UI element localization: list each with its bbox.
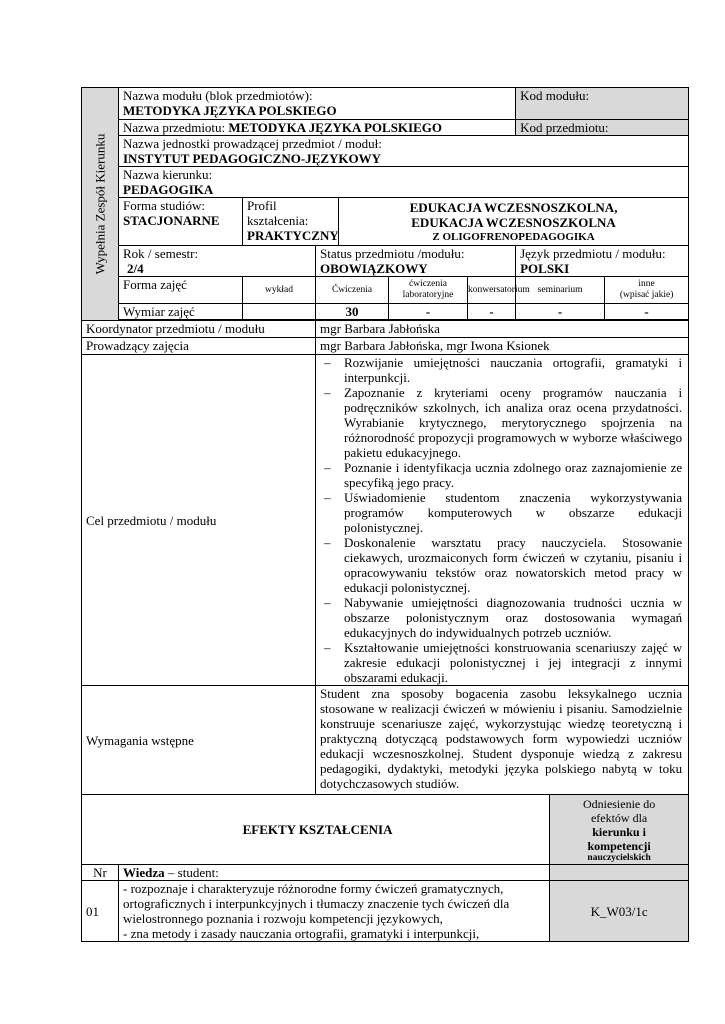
goals-label-cell: [82, 355, 316, 686]
goal-item: – Uświadomienie studentom znaczenia wykorzystywania programów komputerowych w obszarze edukacji polonistycznej.: [320, 490, 682, 535]
module-label: Nazwa modułu (blok przedmiotów):: [123, 88, 313, 103]
study-form-label: Forma studiów:: [123, 198, 205, 213]
type-other: [605, 277, 689, 304]
type-other-line-1: inne: [638, 279, 655, 289]
hours-other: -: [605, 304, 689, 320]
type-lab: [389, 277, 468, 304]
profile-value: PRAKTYCZNY: [247, 228, 339, 243]
goal-item: – Rozwijanie umiejętności nauczania ortografii, gramatyki i interpunkcji.: [320, 355, 682, 385]
teachers-value: mgr Barbara Jabłońska, mgr Iwona Ksionek: [320, 338, 550, 353]
year-label: Rok / semestr:: [123, 246, 199, 261]
subject-code-label: Kod przedmiotu:: [520, 120, 609, 135]
status-value: OBOWIĄZKOWY: [320, 261, 428, 276]
type-lecture-text: wykład: [265, 284, 293, 295]
language-label: Język przedmiotu / modułu:: [520, 246, 666, 261]
profile-label: Profil kształcenia:: [247, 198, 309, 228]
hours-label: Wymiar zajęć: [123, 304, 195, 319]
goal-item: – Kształtowanie umiejętności konstruowania scenariuszy zajęć w zakresie edukacji polonistycznej i jej integracji z innymi obszarami edukacji.: [320, 640, 682, 685]
knowledge-label: Wiedza: [123, 865, 165, 880]
specialty-cell: [339, 198, 689, 246]
study-form-value: STACJONARNE: [123, 213, 220, 228]
type-lab-line-2: laboratoryjne: [402, 290, 454, 300]
goals-label: Cel przedmiotu / modułu: [86, 512, 217, 528]
knowledge-suffix: – student:: [164, 865, 219, 880]
hours-seminar: -: [516, 304, 605, 320]
requirements-text: Student zna sposoby bogacenia zasobu leksykalnego ucznia stosowane w realizacji ćwiczeń w mówieniu i pisaniu. Samodzielnie konstruuje scenariusze zajęć, wykorzystując wiedzę teoretyczną i praktyczną dotyczącą podstawowych form wypowiedzi uczniów edukacji wczesnoszkolnej. Student dysponuje wiedzą z zakresu pedagogiki, dydaktyki, metodyki języka polskiego nabytą w toku dotychczasowych studiów.: [320, 686, 683, 791]
knowledge-header: [119, 865, 550, 881]
effects-title-cell: [82, 795, 550, 865]
type-conversation: [468, 277, 530, 304]
hours-exercises: 30: [316, 304, 389, 320]
year-cell: [119, 246, 316, 277]
requirements-label: Wymagania wstępne: [86, 732, 194, 748]
profile-cell: [243, 198, 339, 246]
goal-item: – Zapoznanie z kryteriami oceny programów nauczania i podręczników szkolnych, ich analiza oraz ocena przydatności. Wyrabianie krytycznego, merytorycznego spojrzenia na różnorodność propozycji programowych w wyborze właściwego pakietu edukacyjnego.: [320, 385, 682, 460]
type-exercises-text: Ćwiczenia: [331, 284, 373, 295]
nr-header: [82, 865, 119, 881]
coordinator-label: Koordynator przedmiotu / modułu: [86, 321, 265, 336]
hours-label-cell: [119, 304, 243, 320]
field-cell: [119, 167, 689, 198]
ref-header-line-3: kierunku i: [592, 825, 646, 839]
type-lab-line-1: ćwiczenia: [409, 279, 447, 289]
module-code-cell: [516, 88, 689, 120]
requirements-value-cell: [316, 686, 689, 795]
module-code-label: Kod modułu:: [520, 88, 590, 103]
table-row: [82, 881, 689, 942]
ref-header-line-1: Odniesienie do: [582, 797, 656, 811]
goal-item: – Doskonalenie warsztatu pracy nauczyciela. Stosowanie ciekawych, urozmaiconych form ćwiczeń w czytaniu, pisaniu i opracowywaniu tekstów oraz nowatorskich metod pracy w edukacji polonistycznej.: [320, 535, 682, 595]
effects-title: EFEKTY KSZTAŁCENIA: [242, 822, 393, 837]
goal-item: – Nabywanie umiejętności diagnozowania trudności ucznia w obszarze polonistycznym oraz dostosowania wymagań edukacyjnych do indywidualnych potrzeb uczniów.: [320, 595, 682, 640]
goals-value-cell: [316, 355, 689, 686]
knowledge-ref-empty: [550, 865, 689, 881]
hours-lab: -: [389, 304, 468, 320]
class-form-label-cell: [119, 277, 243, 304]
unit-cell: [119, 136, 689, 167]
subject-name-cell: [119, 120, 516, 136]
language-cell: [516, 246, 689, 277]
field-label: Nazwa kierunku:: [123, 167, 213, 182]
language-value: POLSKI: [520, 261, 570, 276]
coordinator-label-cell: [82, 321, 316, 338]
class-form-label: Forma zajęć: [123, 277, 187, 292]
effects-reference-header: [550, 795, 689, 865]
syllabus-page: [81, 87, 688, 942]
status-cell: [316, 246, 516, 277]
nr-header-text: Nr: [93, 865, 107, 880]
coordinator-value-cell: [316, 321, 689, 338]
type-seminar-text: seminarium: [537, 284, 583, 295]
unit-label: Nazwa jednostki prowadzącej przedmiot / moduł:: [123, 136, 382, 151]
effect-nr: 01: [82, 881, 119, 942]
effect-line-2: - zna metody i zasady nauczania ortografii, gramatyki i interpunkcji,: [123, 926, 480, 941]
unit-value: INSTYTUT PEDAGOGICZNO-JĘZYKOWY: [123, 151, 381, 166]
ref-header-line-5: nauczycielskich: [587, 853, 651, 863]
hours-conversation: -: [468, 304, 516, 320]
teachers-label-cell: [82, 338, 316, 355]
effect-reference: K_W03/1c: [550, 881, 689, 942]
goals-list: [320, 355, 688, 685]
specialty-line-3: Z OLIGOFRENOPEDAGOGIKA: [432, 231, 595, 243]
specialty-line-2: EDUKACJA WCZESNOSZKOLNA: [411, 215, 616, 230]
module-name-cell: [119, 88, 516, 120]
field-value: PEDAGOGIKA: [123, 182, 214, 197]
effect-description: [119, 881, 550, 942]
year-value: 2/4: [127, 261, 144, 276]
status-label: Status przedmiotu /modułu:: [320, 246, 465, 261]
requirements-label-cell: [82, 686, 316, 795]
module-value: METODYKA JĘZYKA POLSKIEGO: [123, 103, 337, 118]
subject-code-cell: [516, 120, 689, 136]
coordinator-value: mgr Barbara Jabłońska: [320, 321, 440, 336]
hours-lecture: [243, 304, 316, 320]
ref-header-line-2: efektów dla: [590, 811, 648, 825]
ref-header-line-4: kompetencji: [587, 839, 651, 853]
type-exercises: [316, 277, 389, 304]
specialty-line-1: EDUKACJA WCZESNOSZKOLNA,: [409, 200, 618, 215]
teachers-value-cell: [316, 338, 689, 355]
vertical-team-label: Wypełnia Zespół Kierunku: [92, 133, 108, 275]
teachers-label: Prowadzący zajęcia: [86, 338, 189, 353]
fill-by-team-label-cell: [82, 88, 119, 321]
type-conversation-text: konwersatorium: [468, 284, 530, 295]
type-other-line-2: (wpisać jakie): [619, 290, 674, 300]
type-lecture: [243, 277, 316, 304]
subject-label: Nazwa przedmiotu:: [123, 120, 226, 135]
syllabus-table: [81, 87, 689, 942]
effect-line-1: - rozpoznaje i charakteryzuje różnorodne formy ćwiczeń gramatycznych, ortograficznych i interpunkcyjnych i tłumaczy znaczenie tych ćwiczeń dla wielostronnego poznania i rozwoju kompetencji językowych,: [123, 881, 510, 926]
study-form-cell: [119, 198, 243, 246]
goal-item: – Poznanie i identyfikacja ucznia zdolnego oraz zaznajomienie ze specyfiką jego pracy.: [320, 460, 682, 490]
subject-value: METODYKA JĘZYKA POLSKIEGO: [228, 120, 442, 135]
